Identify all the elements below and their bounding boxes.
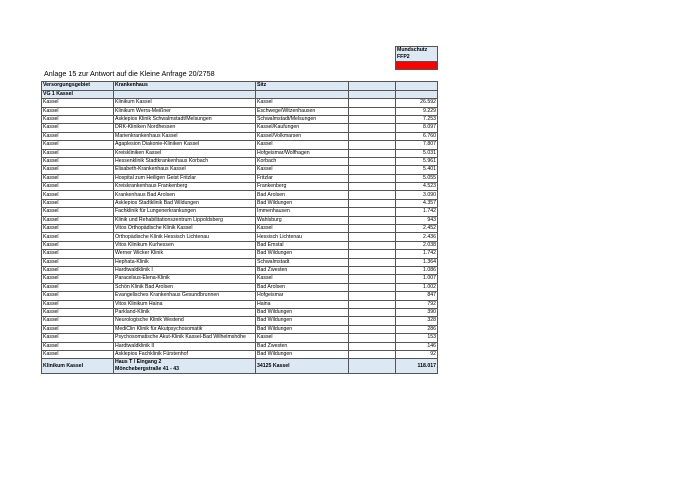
empty-cell: [349, 342, 396, 350]
table-row: [42, 350, 438, 358]
group-row: [42, 90, 438, 98]
table-row: [42, 183, 438, 191]
empty-cell: [349, 166, 396, 174]
value-cell: 286: [396, 325, 438, 333]
table-row: [42, 266, 438, 274]
empty-cell: [349, 124, 396, 132]
empty-cell: [349, 317, 396, 325]
value-cell: 7.807: [396, 141, 438, 149]
location-cell: Bad Zwesten: [256, 342, 349, 350]
summary-address: [114, 359, 256, 374]
product-header-line1: Mundschutz: [397, 47, 428, 53]
table-row: [42, 325, 438, 333]
hospital-cell: Elisabeth-Krankenhaus Kassel: [114, 166, 256, 174]
location-cell: Bad Emstal: [256, 241, 349, 249]
region-cell: Kassel: [42, 266, 114, 274]
empty-cell: [349, 191, 396, 199]
table-row: [42, 107, 438, 115]
hospital-cell: Asklepios Fachklinik Fürstenhof: [114, 350, 256, 358]
region-cell: Kassel: [42, 149, 114, 157]
table-row: [42, 300, 438, 308]
table-row: [42, 308, 438, 316]
region-cell: Kassel: [42, 115, 114, 123]
hospital-cell: Klinikum Werra-Meißner: [114, 107, 256, 115]
product-header-row: [42, 47, 438, 62]
value-cell: 1.007: [396, 275, 438, 283]
value-cell: 26.592: [396, 99, 438, 107]
column-header-hospital: Krankenhaus: [114, 82, 256, 90]
location-cell: Kassel: [256, 225, 349, 233]
location-cell: Schwalmstadt: [256, 258, 349, 266]
location-cell: Eschwege/Witzenhausen: [256, 107, 349, 115]
table-row: [42, 250, 438, 258]
empty-cell: [349, 107, 396, 115]
empty-cell: [349, 283, 396, 291]
product-header-line2: FFP2: [397, 53, 410, 60]
empty-cell: [349, 275, 396, 283]
summary-address-line1: Haus T / Eingang 2: [115, 359, 162, 366]
region-cell: Kassel: [42, 325, 114, 333]
table-row: [42, 191, 438, 199]
region-cell: Kassel: [42, 199, 114, 207]
hospital-cell: Marienkrankenhaus Kassel: [114, 132, 256, 140]
location-cell: Fritzlar: [256, 174, 349, 182]
hospital-cell: Evangelisches Krankenhaus Gesundbrunnen: [114, 292, 256, 300]
region-cell: Kassel: [42, 300, 114, 308]
empty-cell: [349, 308, 396, 316]
table-row: [42, 233, 438, 241]
location-cell: Bad Wildungen: [256, 250, 349, 258]
empty-cell: [349, 225, 396, 233]
empty-cell: [349, 266, 396, 274]
region-cell: Kassel: [42, 292, 114, 300]
value-cell: 7.253: [396, 115, 438, 123]
table-row: [42, 241, 438, 249]
location-cell: Kassel: [256, 275, 349, 283]
location-cell: Bad Wildungen: [256, 325, 349, 333]
empty-cell: [349, 250, 396, 258]
region-cell: Kassel: [42, 132, 114, 140]
hospital-cell: Hardtwaldklinik II: [114, 342, 256, 350]
empty-cell: [349, 157, 396, 165]
hospital-cell: Klinik und Rehabilitationszentrum Lippoldsberg: [114, 216, 256, 224]
hospital-cell: Hospital zum Heiligen Geist Fritzlar: [114, 174, 256, 182]
red-indicator-bar: [396, 61, 438, 69]
region-cell: Kassel: [42, 233, 114, 241]
value-cell: 1.742: [396, 208, 438, 216]
empty-cell: [349, 149, 396, 157]
location-cell: Kassel/Volkmarsen: [256, 132, 349, 140]
summary-region: Klinikum Kassel: [42, 359, 114, 374]
group-label: VG 1 Kassel: [42, 90, 114, 98]
value-cell: 1.742: [396, 250, 438, 258]
empty-cell: [349, 216, 396, 224]
location-cell: Immenhausen: [256, 208, 349, 216]
empty-cell: [349, 115, 396, 123]
summary-value: 118.017: [396, 359, 438, 374]
table-row: [42, 115, 438, 123]
product-header: [396, 47, 438, 62]
location-cell: Bad Zwesten: [256, 266, 349, 274]
value-cell: 2.452: [396, 225, 438, 233]
region-cell: Kassel: [42, 157, 114, 165]
location-cell: Frankenberg: [256, 183, 349, 191]
location-cell: Kassel: [256, 99, 349, 107]
value-cell: 1.002: [396, 283, 438, 291]
hospital-cell: Asklepios Stadtklinik Bad Wildungen: [114, 199, 256, 207]
hospital-cell: Kreiskrankenhaus Frankenberg: [114, 183, 256, 191]
region-cell: Kassel: [42, 258, 114, 266]
document-caption: Anlage 15 zur Antwort auf die Kleine Anfrage 20/2758: [44, 69, 215, 78]
table-row: [42, 208, 438, 216]
region-cell: Kassel: [42, 191, 114, 199]
empty-cell: [349, 325, 396, 333]
value-cell: 146: [396, 342, 438, 350]
hospital-cell: Vitos Orthopädische Klinik Kassel: [114, 225, 256, 233]
column-header-region: Versorgungsgebiet: [42, 82, 114, 90]
location-cell: Hofgeismar: [256, 292, 349, 300]
hospital-cell: Psychosomatische Akut-Klinik Kassel-Bad Wilhelmshöhe: [114, 334, 256, 342]
table-row: [42, 141, 438, 149]
table-row: [42, 275, 438, 283]
value-cell: 2.436: [396, 233, 438, 241]
value-cell: 792: [396, 300, 438, 308]
location-cell: Bad Wildungen: [256, 317, 349, 325]
table-row: [42, 225, 438, 233]
empty-cell: [349, 141, 396, 149]
empty-cell: [349, 350, 396, 358]
value-cell: 5.031: [396, 149, 438, 157]
value-cell: 4.523: [396, 183, 438, 191]
table-row: [42, 132, 438, 140]
empty-cell: [349, 300, 396, 308]
empty-cell: [349, 132, 396, 140]
location-cell: Bad Arolsen: [256, 283, 349, 291]
region-cell: Kassel: [42, 124, 114, 132]
location-cell: Hessisch Lichtenau: [256, 233, 349, 241]
red-bar-row: [42, 61, 438, 69]
region-cell: Kassel: [42, 334, 114, 342]
table-row: [42, 124, 438, 132]
hospital-cell: Hephata-Klinik: [114, 258, 256, 266]
hospital-cell: Hardtwaldklinik I: [114, 266, 256, 274]
region-cell: Kassel: [42, 166, 114, 174]
value-cell: 6.760: [396, 132, 438, 140]
region-cell: Kassel: [42, 208, 114, 216]
value-cell: 328: [396, 317, 438, 325]
column-header-empty: [349, 82, 396, 90]
table-row: [42, 216, 438, 224]
value-cell: 8.097: [396, 124, 438, 132]
table-row: [42, 334, 438, 342]
value-cell: 5.961: [396, 157, 438, 165]
empty-cell: [349, 334, 396, 342]
hospital-cell: Paracelsus-Elena-Klinik: [114, 275, 256, 283]
spacer-row: [42, 69, 438, 82]
region-cell: Kassel: [42, 107, 114, 115]
table-row: [42, 258, 438, 266]
empty-cell: [349, 183, 396, 191]
location-cell: Schwalmstadt/Melsungen: [256, 115, 349, 123]
empty-cell: [349, 292, 396, 300]
value-cell: 5.401: [396, 166, 438, 174]
value-cell: 390: [396, 308, 438, 316]
hospital-cell: DRK-Kliniken Nordhessen: [114, 124, 256, 132]
empty-cell: [349, 241, 396, 249]
location-cell: Kassel: [256, 166, 349, 174]
empty-cell: [349, 208, 396, 216]
hospital-cell: Asklepios Klinik Schwalmstadt/Melsungen: [114, 115, 256, 123]
value-cell: 92: [396, 350, 438, 358]
hospital-cell: Vitos Klinikum Haina: [114, 300, 256, 308]
hospital-cell: Schön Klinik Bad Arolsen: [114, 283, 256, 291]
location-cell: Haina: [256, 300, 349, 308]
region-cell: Kassel: [42, 308, 114, 316]
value-cell: 1.364: [396, 258, 438, 266]
summary-address-line2: Mönchebergstraße 41 - 43: [115, 366, 180, 373]
empty-cell: [349, 199, 396, 207]
region-cell: Kassel: [42, 283, 114, 291]
region-cell: Kassel: [42, 216, 114, 224]
table-row: [42, 317, 438, 325]
region-cell: Kassel: [42, 342, 114, 350]
table-row: [42, 292, 438, 300]
region-cell: Kassel: [42, 225, 114, 233]
value-cell: 2.038: [396, 241, 438, 249]
value-cell: 5.055: [396, 174, 438, 182]
hospital-cell: Neurologische Klinik Westend: [114, 317, 256, 325]
column-header-row: [42, 82, 438, 90]
region-cell: Kassel: [42, 174, 114, 182]
value-cell: 9.229: [396, 107, 438, 115]
location-cell: Kassel/Kaufungen: [256, 124, 349, 132]
table-row: [42, 283, 438, 291]
hospital-cell: Krankenhaus Bad Arolsen: [114, 191, 256, 199]
region-cell: Kassel: [42, 250, 114, 258]
value-cell: 4.357: [396, 199, 438, 207]
hospital-cell: Vitos Klinikum Kurhessen: [114, 241, 256, 249]
hospital-cell: Werner Wicker Klinik: [114, 250, 256, 258]
hospital-cell: MediClin Klinik für Akutpsychosomatik: [114, 325, 256, 333]
region-cell: Kassel: [42, 317, 114, 325]
location-cell: Bad Wildungen: [256, 308, 349, 316]
location-cell: Bad Arolsen: [256, 191, 349, 199]
table-row: [42, 166, 438, 174]
region-cell: Kassel: [42, 350, 114, 358]
table-row: [42, 149, 438, 157]
hospital-cell: Fachklinik für Lungenerkrankungen: [114, 208, 256, 216]
location-cell: Hofgeismar/Wolfhagen: [256, 149, 349, 157]
table-row: [42, 157, 438, 165]
table-row: [42, 342, 438, 350]
location-cell: Kassel: [256, 334, 349, 342]
location-cell: Korbach: [256, 157, 349, 165]
hospital-cell: Kreiskliniken Kassel: [114, 149, 256, 157]
summary-row: [42, 359, 438, 374]
empty-cell: [349, 258, 396, 266]
hospital-cell: Hessenklinik Stadtkrankenhaus Korbach: [114, 157, 256, 165]
table-row: [42, 199, 438, 207]
value-cell: 3.090: [396, 191, 438, 199]
hospital-table: [41, 46, 438, 374]
table-row: [42, 174, 438, 182]
value-cell: 943: [396, 216, 438, 224]
hospital-cell: Agaplesion Diakonie-Kliniken Kassel: [114, 141, 256, 149]
summary-location: 34125 Kassel: [256, 359, 349, 374]
value-cell: 1.086: [396, 266, 438, 274]
empty-cell: [349, 99, 396, 107]
value-cell: 153: [396, 334, 438, 342]
value-cell: 847: [396, 292, 438, 300]
summary-empty: [349, 359, 396, 374]
location-cell: Wahlsburg: [256, 216, 349, 224]
table-row: [42, 99, 438, 107]
region-cell: Kassel: [42, 241, 114, 249]
region-cell: Kassel: [42, 99, 114, 107]
hospital-cell: Orthopädische Klinik Hessisch Lichtenau: [114, 233, 256, 241]
region-cell: Kassel: [42, 275, 114, 283]
region-cell: Kassel: [42, 183, 114, 191]
hospital-cell: Klinikum Kassel: [114, 99, 256, 107]
hospital-cell: Parkland-Klinik: [114, 308, 256, 316]
empty-cell: [349, 233, 396, 241]
location-cell: Bad Wildungen: [256, 199, 349, 207]
location-cell: Bad Wildungen: [256, 350, 349, 358]
column-header-location: Sitz: [256, 82, 349, 90]
region-cell: Kassel: [42, 141, 114, 149]
empty-cell: [349, 174, 396, 182]
column-header-value: [396, 82, 438, 90]
location-cell: Kassel: [256, 141, 349, 149]
